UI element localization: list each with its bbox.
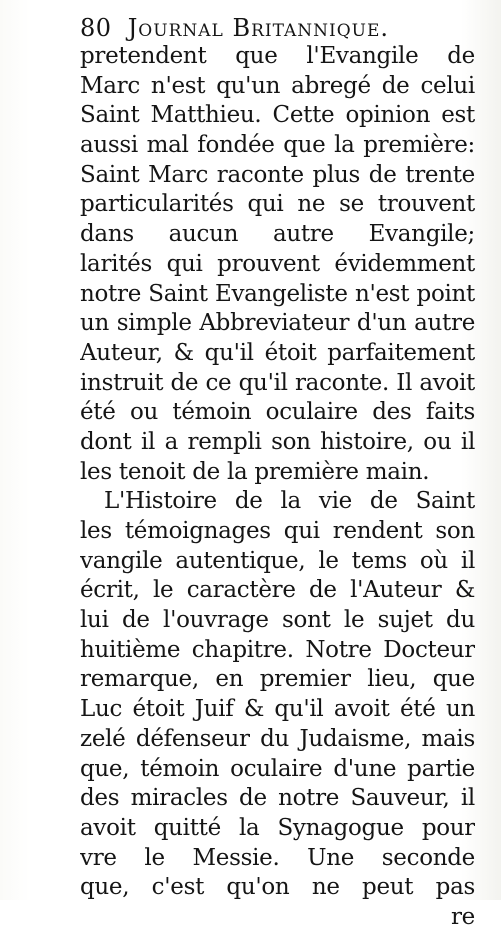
text-line: dans aucun autre Evangile; bbox=[80, 221, 475, 248]
text-line: Marc n'est qu'un abregé de celui bbox=[80, 72, 475, 99]
text-line: avoit quitté la Synagogue pour bbox=[80, 814, 475, 841]
text-line: un simple Abbreviateur d'un autre bbox=[80, 310, 475, 337]
text-line: Saint Matthieu. Cette opinion est bbox=[80, 102, 475, 129]
running-title: Journal Britannique. bbox=[127, 14, 390, 42]
text-line: que, c'est qu'on ne peut pas bbox=[80, 874, 475, 901]
text-line: notre Saint Evangeliste n'est point bbox=[80, 280, 475, 307]
text-line: Luc étoit Juif & qu'il avoit été un bbox=[80, 696, 475, 723]
text-line: lui de l'ouvrage sont le sujet du bbox=[80, 607, 475, 634]
text-line: zelé défenseur du Judaisme, mais bbox=[80, 725, 475, 752]
text-line: huitième chapitre. Notre Docteur bbox=[80, 636, 475, 663]
text-line: été ou témoin oculaire des faits bbox=[80, 399, 475, 426]
text-line: des miracles de notre Sauveur, il bbox=[80, 785, 475, 812]
text-line: Auteur, & qu'il étoit parfaitement bbox=[80, 339, 475, 366]
page-number: 80 bbox=[80, 14, 112, 42]
text-line: particularités qui ne se trouvent bbox=[80, 191, 475, 218]
catchword: re bbox=[450, 903, 475, 930]
text-line: aussi mal fondée que la première: bbox=[80, 132, 475, 159]
body-text bbox=[80, 42, 475, 933]
text-line: instruit de ce qu'il raconte. Il avoit bbox=[80, 369, 475, 396]
text-line: écrit, le caractère de l'Auteur & bbox=[80, 577, 475, 604]
text-line: les tenoit de la première main. bbox=[80, 458, 430, 485]
text-line: remarque, en premier lieu, que bbox=[80, 666, 475, 693]
text-line: les témoignages qui rendent son bbox=[80, 518, 475, 544]
text-line: dont il a rempli son histoire, ou il bbox=[80, 428, 475, 455]
text-line: que, témoin oculaire d'une partie bbox=[80, 755, 475, 782]
text-line: pretendent que l'Evangile de bbox=[80, 43, 475, 69]
running-head bbox=[80, 14, 389, 42]
text-line: vre le Messie. Une seconde bbox=[80, 844, 475, 871]
text-line: vangile autentique, le tems où il bbox=[80, 547, 475, 574]
text-line: L'Histoire de la vie de Saint bbox=[104, 488, 475, 515]
text-line: larités qui prouvent évidemment bbox=[80, 250, 475, 277]
text-line: Saint Marc raconte plus de trente bbox=[80, 161, 475, 188]
